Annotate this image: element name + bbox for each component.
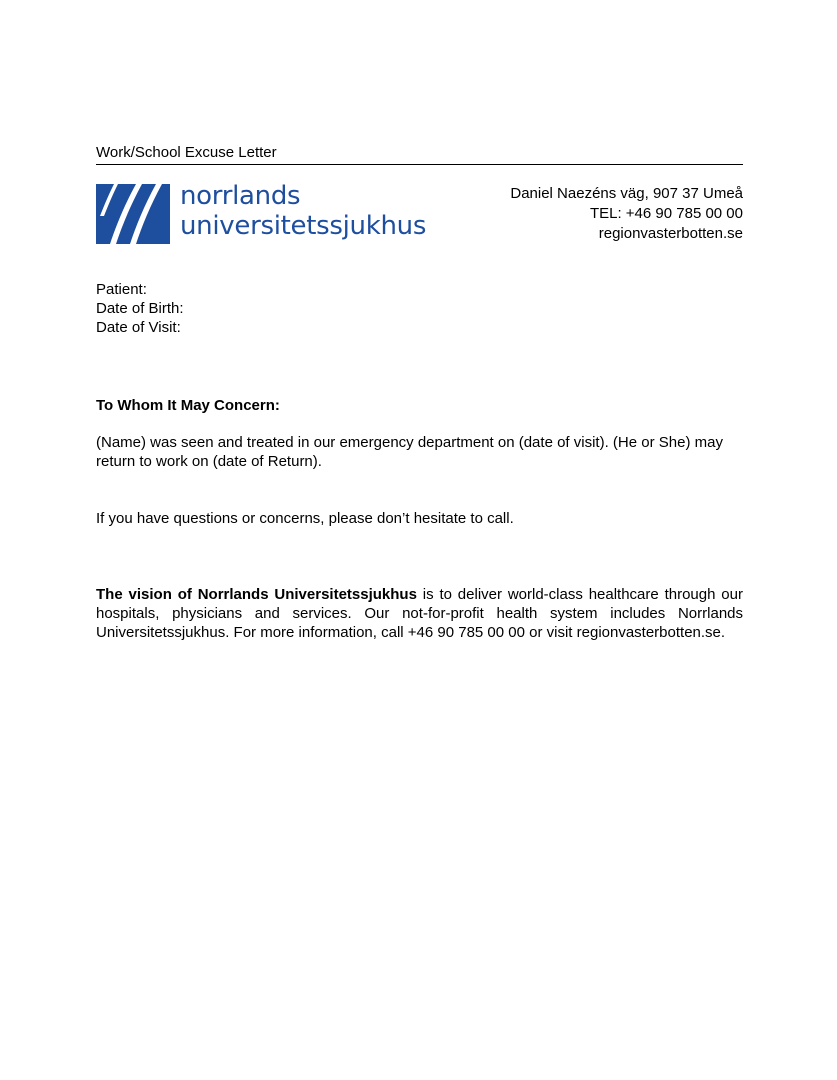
norrlands-logo-mark-icon	[96, 184, 170, 244]
contact-website: regionvasterbotten.se	[598, 225, 743, 242]
document-type-label: Work/School Excuse Letter	[96, 144, 277, 161]
vision-text: is to deliver world-class healthcare through our hospitals, physicians and services. Our not-for-profit health system includes Norrlands Universitetssjukhus. For more information, call +46 90 785 00 00 or visit regionvasterbotten.se.	[96, 586, 743, 641]
date-of-visit-field-label: Date of Visit:	[96, 319, 181, 336]
date-of-birth-field-label: Date of Birth:	[96, 300, 184, 317]
logo-line-1: norrlands	[180, 181, 301, 211]
patient-field-label: Patient:	[96, 281, 147, 298]
vision-paragraph	[96, 585, 743, 642]
body-paragraph-1: (Name) was seen and treated in our emergency department on (date of visit). (He or She) may return to work on (date of Return).	[96, 434, 723, 470]
vision-lead: The vision of Norrlands Universitetssjukhus	[96, 586, 417, 603]
logo-line-2: universitetssjukhus	[180, 211, 427, 241]
hospital-logo	[96, 181, 436, 246]
contact-phone: TEL: +46 90 785 00 00	[589, 205, 743, 222]
contact-block	[510, 184, 743, 244]
contact-address: Daniel Naezéns väg, 907 37 Umeå	[510, 185, 743, 202]
body-paragraph-2: If you have questions or concerns, please don’t hesitate to call.	[96, 510, 514, 527]
header-divider	[96, 164, 743, 165]
patient-fields	[96, 280, 184, 337]
logo-wordmark	[180, 181, 426, 241]
salutation: To Whom It May Concern:	[96, 397, 280, 414]
